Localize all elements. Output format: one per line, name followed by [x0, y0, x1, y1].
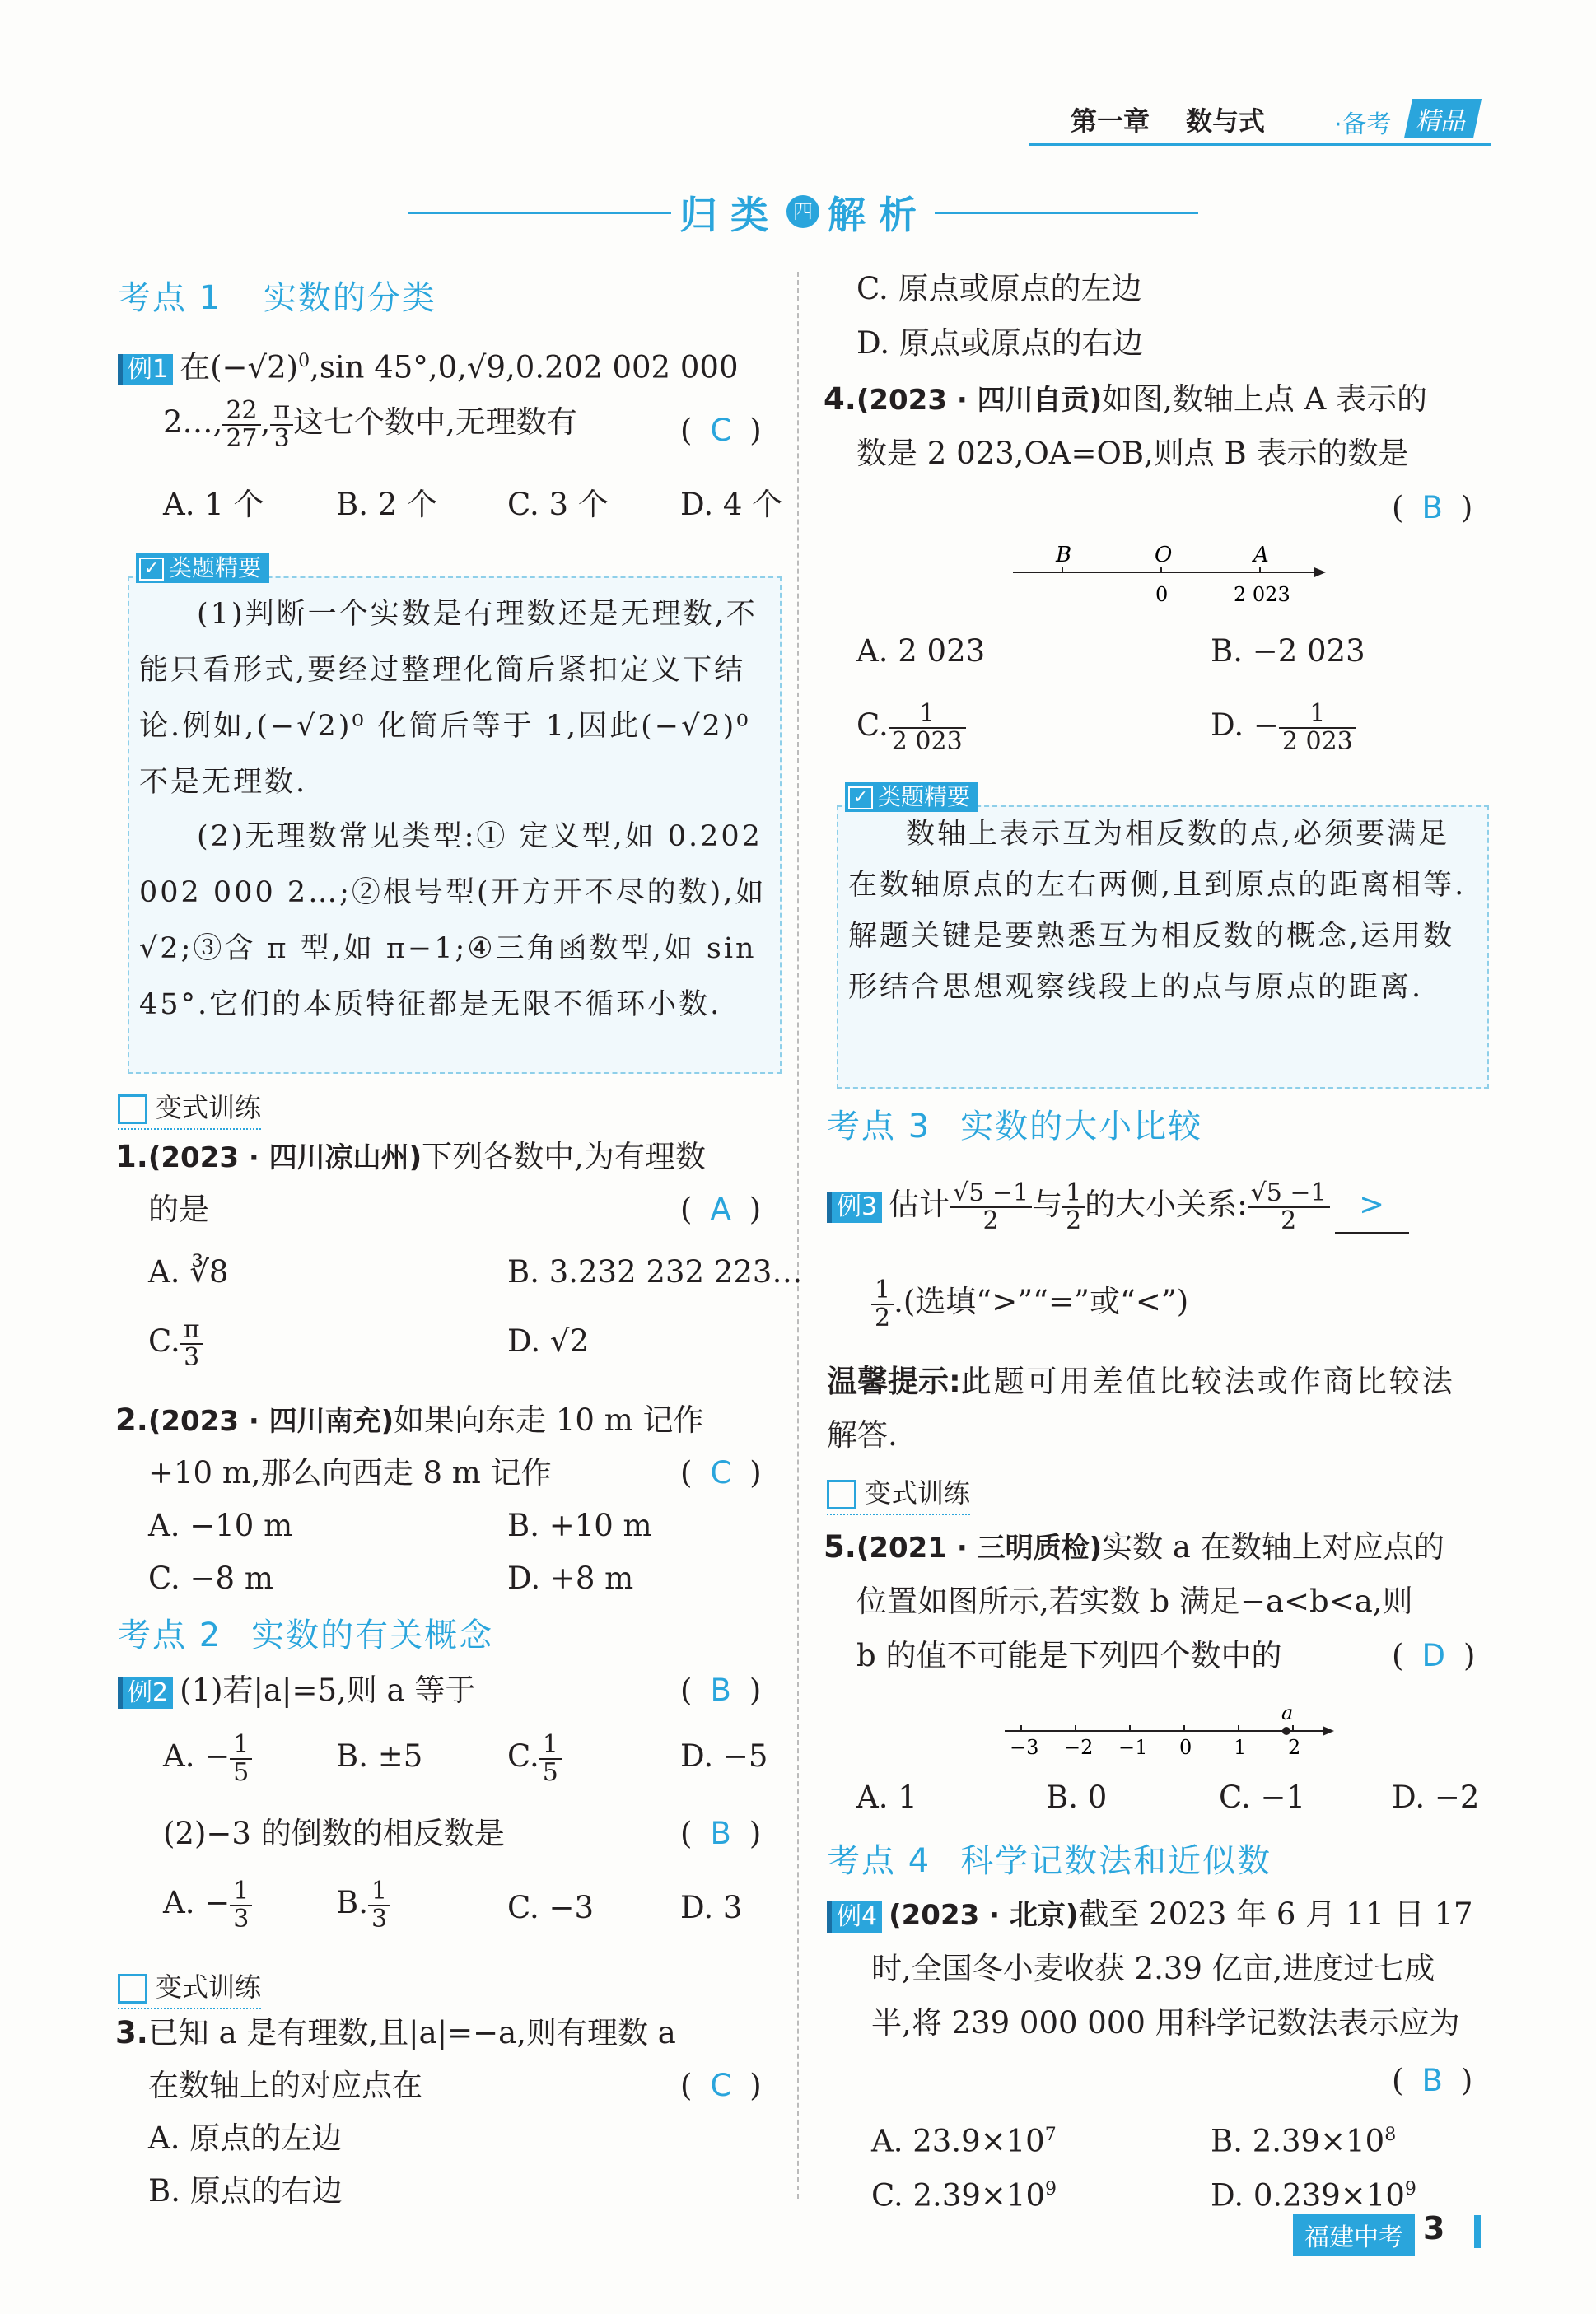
label-a: A	[1253, 543, 1269, 567]
ex4-tag: 例4	[827, 1901, 882, 1933]
q1-line1: 1.(2023 · 四川凉山州)下列各数中,为有理数	[115, 1139, 706, 1174]
label-zero: 0	[1155, 583, 1169, 606]
check-icon: ✓	[139, 558, 164, 581]
q2-option-d: D. +8 m	[507, 1561, 634, 1596]
ex4-option-b: B. $2.39\times 10^8$	[1211, 2123, 1397, 2159]
chapter-label: 第一章	[1071, 105, 1150, 137]
q1-option-c: C. $\frac{\pi}{3}$	[148, 1314, 203, 1370]
kd3-heading: 考点 3 实数的大小比较	[827, 1108, 1203, 1145]
summary1-p1: (1)判断一个实数是有理数还是无理数,不能只看形式,要经过整理化简后紧扣定义下结论.例如,(−√2)⁰ 化简后等于 1,因此(−√2)⁰ 不是无理数.	[139, 598, 758, 799]
q5-option-a: A. 1	[856, 1780, 917, 1815]
q5-line1: 5.(2021 · 三明质检)实数 a 在数轴上对应点的	[824, 1529, 1444, 1565]
ex2-o1c: C. $\frac{1}{5}$	[507, 1729, 562, 1785]
label-2023: 2 023	[1234, 583, 1290, 606]
q3-option-d: D. 原点或原点的右边	[856, 325, 1143, 361]
ex2-q2: (2)−3 的倒数的相反数是	[163, 1816, 505, 1851]
q1-line2: 的是	[148, 1192, 209, 1227]
ex2-o2d: D. 3	[680, 1890, 743, 1925]
ex2-tag: 例2	[118, 1677, 173, 1709]
q3-answer: ( C )	[680, 2068, 762, 2103]
tick-label: −2	[1064, 1736, 1094, 1759]
q1-answer: ( A )	[680, 1192, 762, 1227]
axis-arrow-icon	[1323, 1726, 1334, 1736]
label-b: B	[1056, 543, 1072, 567]
ex3-answer: >	[1335, 1178, 1409, 1234]
q2-line1: 2.(2023 · 四川南充)如果向东走 10 m 记作	[115, 1402, 704, 1438]
q3-option-c: C. 原点或原点的左边	[856, 271, 1142, 306]
section-label: 数与式	[1186, 105, 1266, 137]
q4-line1: 4.(2023 · 四川自贡)如图,数轴上点 A 表示的	[824, 381, 1428, 417]
title-rule-right	[935, 212, 1198, 214]
q4-line2: 数是 2 023,OA=OB,则点 B 表示的数是	[856, 436, 1409, 471]
ex4-option-a: A. $23.9\times 10^7$	[871, 2123, 1057, 2159]
q5-option-c: C. −1	[1219, 1780, 1306, 1815]
point-a	[1282, 1727, 1290, 1735]
ex2-ans2: ( B )	[680, 1816, 762, 1851]
brand-tag: 精品	[1404, 99, 1482, 138]
ex2-o2a: A. − $\frac{1}{3}$	[163, 1876, 252, 1932]
tick-label: −3	[1010, 1736, 1039, 1759]
ex2-o1a: A. − $\frac{1}{5}$	[163, 1729, 252, 1785]
q5-option-b: B. 0	[1046, 1780, 1108, 1815]
tick-label: 0	[1179, 1736, 1192, 1759]
q5-number-line	[996, 1696, 1342, 1762]
ex1-line2: 2…, $\frac{22}{27}$ , $\frac{\pi}{3}$ 这七个数中,无理数有	[163, 396, 577, 453]
tip-line2: 解答.	[827, 1417, 898, 1453]
train2-heading: 变式训练	[118, 1966, 261, 2009]
ex1-frac1: $\frac{22}{27}$	[222, 398, 260, 451]
tip-line1: 温馨提示:此题可用差值比较法或作商比较法	[827, 1364, 1455, 1399]
summary2-p: 数轴上表示互为相反数的点,必须要满足在数轴原点的左右两侧,且到原点的距离相等.解题关键是要熟悉互为相反数的概念,运用数形结合思想观察线段上的点与原点的距离.	[848, 818, 1467, 1004]
q1-option-b: B. 3.232 232 223…	[507, 1254, 803, 1290]
check-icon: ✓	[848, 786, 873, 809]
summary-tag-1: ✓ 类题精要	[136, 553, 269, 583]
q4-option-a: A. 2 023	[856, 633, 986, 669]
q4-answer: ( B )	[1392, 490, 1473, 525]
ex4-option-c: C. $2.39\times 10^9$	[871, 2177, 1057, 2214]
q1-option-d: D. √2	[507, 1323, 589, 1359]
label-o: O	[1155, 543, 1173, 567]
ex4-line3: 半,将 239 000 000 用科学记数法表示应为	[871, 2005, 1460, 2041]
ex1-option-c: C. 3 个	[507, 487, 609, 522]
ex4-line2: 时,全国冬小麦收获 2.39 亿亩,进度过七成	[871, 1951, 1435, 1986]
q4-option-b: B. −2 023	[1211, 633, 1365, 669]
pencil-icon	[118, 1094, 147, 1124]
footer-bar	[1474, 2215, 1481, 2248]
q1-option-a: A. ∛8	[148, 1254, 229, 1290]
q2-option-a: A. −10 m	[148, 1508, 293, 1543]
q4-option-c: C. $\frac{1}{2 023}$	[856, 698, 966, 754]
title-rule-left	[408, 212, 671, 214]
ex1-answer: ( C )	[680, 413, 762, 448]
train3-heading: 变式训练	[827, 1472, 970, 1515]
ex1-tag: 例1	[118, 354, 173, 385]
tick-label: 2	[1288, 1736, 1301, 1759]
summary1-p2: (2)无理数常见类型:① 定义型,如 0.202 002 000 2…;②根号型(开方开不尽的数),如√2;③含 π 型,如 π−1;④三角函数型,如 sin 45°.它们的本质特征都是无限不循环小数.	[139, 820, 767, 1021]
kd1-name: 实数的分类	[263, 279, 436, 317]
pencil-icon	[827, 1480, 856, 1509]
title-mid-badge: 四	[786, 195, 819, 228]
summary-box-2	[837, 783, 1489, 1089]
train1-heading: 变式训练	[118, 1087, 261, 1130]
ex2-o1b: B. ±5	[336, 1738, 423, 1774]
ex3-tag: 例3	[827, 1192, 882, 1223]
pencil-icon	[118, 1974, 147, 2004]
kd2-heading: 考点 2 实数的有关概念	[118, 1617, 494, 1654]
ex2-ans1: ( B )	[680, 1673, 762, 1708]
kd1-num: 考点 1	[118, 279, 222, 317]
tick-label: 1	[1234, 1736, 1247, 1759]
footer-tag: 福建中考	[1293, 2214, 1415, 2256]
brand-small: ·备考	[1334, 110, 1392, 139]
q3-line1: 3.已知 a 是有理数,且|a|=−a,则有理数 a	[115, 2015, 676, 2050]
kd1-heading	[118, 272, 436, 319]
ex1-option-b: B. 2 个	[336, 487, 438, 522]
q3-option-a: A. 原点的左边	[148, 2120, 343, 2156]
ex2-o2c: C. −3	[507, 1890, 595, 1925]
ex3-line1: 例3 估计 $\frac{√5 -1}{2}$ 与 $\frac{1}{2}$ 的大小关系: $\frac{√5 -1}{2}$ >	[827, 1178, 1409, 1234]
ex1-option-a: A. 1 个	[163, 487, 264, 522]
ex1-frac2: $\frac{\pi}{3}$	[270, 398, 293, 451]
q2-option-b: B. +10 m	[507, 1508, 652, 1543]
q3-option-b: B. 原点的右边	[148, 2173, 343, 2209]
title-right: 解 析	[828, 193, 917, 237]
ex1-option-d: D. 4 个	[680, 487, 783, 522]
q5-line2: 位置如图所示,若实数 b 满足−a<b<a,则	[856, 1584, 1413, 1619]
q2-line2: +10 m,那么向西走 8 m 记作	[148, 1455, 552, 1491]
axis-arrow-icon	[1314, 567, 1326, 577]
running-header	[1029, 97, 1491, 146]
ex2-o2b: B. $\frac{1}{3}$	[336, 1876, 390, 1932]
q2-option-c: C. −8 m	[148, 1561, 273, 1596]
title-left: 归 类	[679, 193, 769, 237]
q4-number-line	[1005, 535, 1334, 618]
ex2-q1: 例2 (1)若|a|=5,则 a 等于	[118, 1663, 475, 1718]
ex1-line1: 例1 在$(-√2)^0,\sin$ 45°,0,√9,0.202 002 000	[118, 334, 738, 394]
ex2-o1d: D. −5	[680, 1738, 768, 1774]
summary-tag-2: ✓ 类题精要	[845, 782, 978, 812]
page-number: 3	[1423, 2210, 1445, 2246]
label-a: a	[1281, 1701, 1294, 1724]
column-divider	[797, 272, 799, 2199]
q2-answer: ( C )	[680, 1455, 762, 1491]
ex4-answer: ( B )	[1392, 2063, 1473, 2098]
ex4-line1: 例4 (2023 · 北京)截至 2023 年 6 月 11 日 17	[827, 1887, 1473, 1943]
q5-line3: b 的值不可能是下列四个数中的	[856, 1638, 1282, 1673]
q3-line2: 在数轴上的对应点在	[148, 2068, 422, 2103]
ex3-line2: $\frac{1}{2}$ .(选填“>”“=”或“<”)	[871, 1275, 1188, 1331]
section-title	[408, 185, 1198, 243]
q5-answer: ( D )	[1392, 1638, 1476, 1673]
q5-option-d: D. −2	[1392, 1780, 1480, 1815]
summary-box-1	[128, 554, 782, 1074]
ex4-option-d: D. $0.239\times 10^9$	[1211, 2177, 1416, 2214]
tick-label: −1	[1118, 1736, 1148, 1759]
kd4-heading: 考点 4 科学记数法和近似数	[827, 1842, 1272, 1880]
q4-option-d: D. − $\frac{1}{2 023}$	[1211, 698, 1356, 754]
